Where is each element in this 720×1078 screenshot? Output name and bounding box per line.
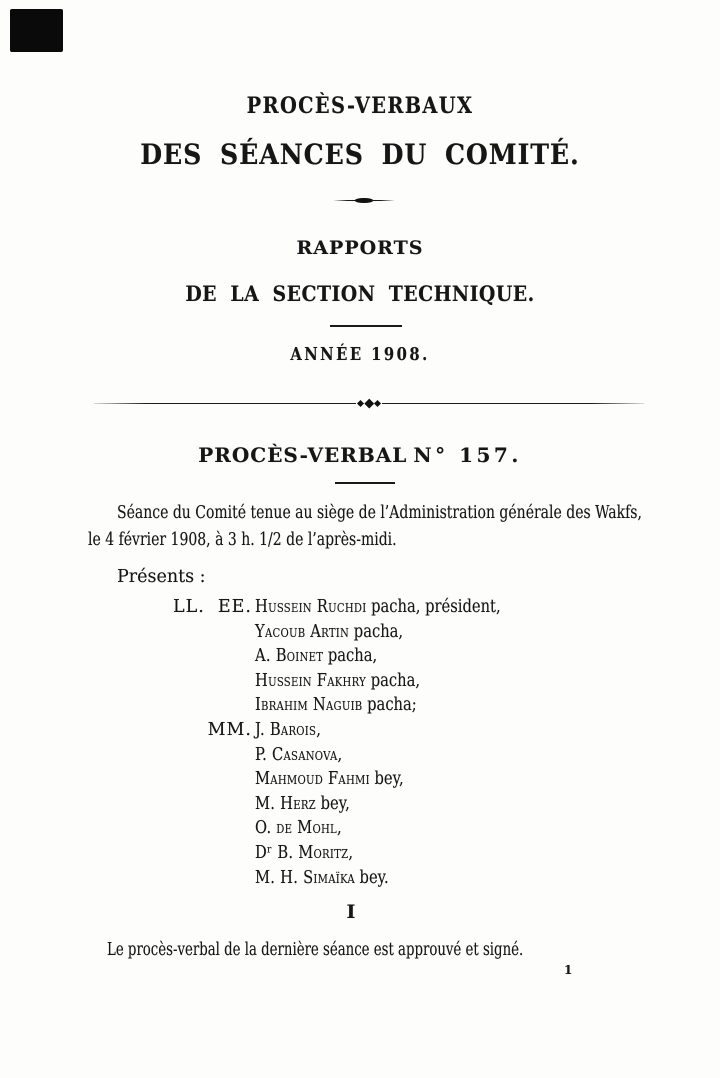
attendee-row: [140, 646, 610, 671]
year-heading: ANNÉE 1908.: [290, 344, 430, 365]
heading-rule: [335, 482, 395, 484]
document-title-line1: PROCÈS-VERBAUX: [246, 93, 474, 119]
title-divider-ornament: [333, 197, 395, 204]
attendee-row: [140, 695, 610, 720]
attendees-list: [140, 597, 610, 892]
attendee-title: ,: [316, 719, 321, 740]
attendee-row: [140, 622, 610, 647]
attendee-title: bey,: [315, 793, 350, 814]
scan-artifact-black-patch: [10, 9, 63, 52]
attendee-name: Mahmoud Fahmi: [255, 769, 370, 790]
proces-verbal-heading: [0, 443, 720, 467]
attendee-row: [140, 597, 610, 622]
attendee-title: ,: [348, 842, 354, 863]
attendee-name: J. Barois: [255, 719, 317, 740]
document-title-line2: DES SÉANCES DU COMITÉ.: [140, 138, 580, 171]
section-rule: [330, 325, 402, 327]
attendee-title: pacha;: [362, 695, 417, 716]
resolution-text: Le procès-verbal de la dernière séance est approuvé et signé.: [107, 940, 524, 960]
attendee-title: pacha,: [366, 670, 421, 691]
attendee-row: [140, 843, 610, 868]
proces-verbal-label: PROCÈS-VERBAL: [198, 443, 408, 467]
full-width-divider: [94, 399, 644, 408]
attendee-row: [140, 720, 610, 745]
attendee-name: A. Boinet: [255, 646, 324, 667]
attendee-row: [140, 818, 610, 843]
ornament-right-line: [371, 200, 395, 201]
ornament-left-line: [333, 200, 357, 201]
page-number: 1: [564, 963, 573, 977]
divider-left-line: [94, 403, 356, 404]
attendee-title: bey.: [354, 867, 389, 888]
attendee-title: pacha,: [349, 621, 404, 642]
attendee-name: Hussein Ruchdi: [255, 597, 367, 617]
attendee-name: M. H. Simaïka: [255, 867, 355, 888]
intro-paragraph-line1: Séance du Comité tenue au siège de l’Administration générale des Wakfs,: [117, 503, 642, 523]
subtitle-section-technique: DE LA SECTION TECHNIQUE.: [185, 281, 535, 306]
intro-paragraph-line2: le 4 février 1908, à 3 h. 1/2 de l’après-midi.: [88, 530, 397, 550]
attendee-row: [140, 769, 610, 794]
attendee-name: Hussein Fakhry: [255, 670, 367, 691]
attendee-name: Ibrahim Naguib: [255, 695, 363, 716]
attendee-honorific: MM.: [207, 719, 252, 740]
attendee-name: O. de Mohl: [255, 818, 337, 839]
divider-diamond-icon: [374, 400, 381, 407]
section-numeral: I: [346, 901, 356, 923]
attendee-row: [140, 868, 610, 893]
attendee-row: [140, 671, 610, 696]
divider-diamond-icon: [357, 400, 364, 407]
subtitle-rapports: RAPPORTS: [296, 237, 424, 259]
attendee-title: pacha,: [323, 646, 378, 667]
attendee-row: [140, 745, 610, 770]
presents-label: Présents :: [117, 567, 206, 587]
attendee-title: ,: [336, 818, 342, 839]
attendee-name: Yacoub Artin: [255, 621, 350, 642]
proces-verbal-number: N° 157.: [413, 443, 522, 467]
attendee-title: pacha, président,: [366, 597, 501, 617]
attendee-name: M. Herz: [255, 793, 316, 814]
attendee-title: bey,: [369, 769, 404, 790]
attendee-name: P. Casanova: [255, 744, 338, 765]
attendee-row: [140, 794, 610, 819]
divider-diamond-icon: [364, 399, 373, 408]
attendee-honorific: LL. EE.: [172, 597, 252, 617]
attendee-title: ,: [337, 744, 343, 765]
attendee-name: Dʳ B. Moritz: [255, 842, 349, 863]
divider-right-line: [382, 403, 644, 404]
